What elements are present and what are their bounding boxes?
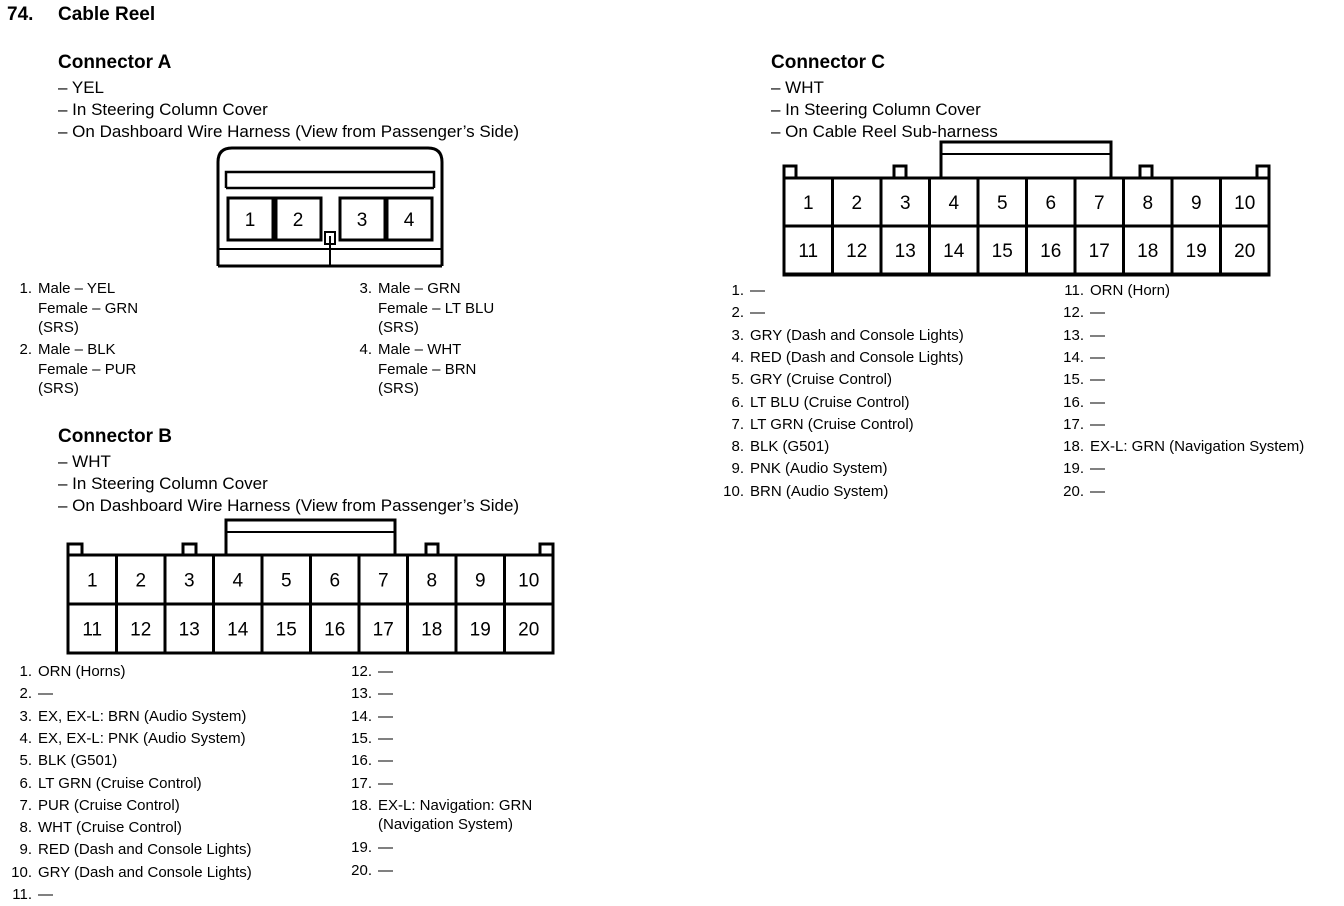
- pin-wire-description: ORN (Horn): [1090, 282, 1171, 299]
- pin-wire-description: —: [1090, 393, 1105, 411]
- pin-wire-description: —: [1090, 326, 1105, 344]
- pin-number: 12.: [1063, 304, 1084, 322]
- pin-wire-description: Male – BLK: [38, 341, 116, 358]
- connector-c-pin-row: [710, 282, 765, 299]
- pin-wire-description: —: [378, 685, 393, 703]
- connector-b-cavity-label: 12: [130, 619, 152, 641]
- connector-b-cavity-label: 17: [372, 619, 394, 641]
- pin-wire-description: BRN (Audio System): [750, 482, 889, 500]
- pin-number: 6.: [731, 393, 744, 411]
- pin-wire-description: —: [750, 282, 765, 299]
- connector-b-cavity-label: 5: [280, 570, 292, 592]
- pin-wire-description: BLK (G501): [750, 438, 830, 456]
- connector-a-title: Connector A: [58, 52, 172, 73]
- pin-number: 17.: [1063, 415, 1084, 433]
- pin-number: 9.: [19, 841, 32, 859]
- pin-wire-description: (SRS): [38, 319, 79, 336]
- pin-wire-description: —: [378, 729, 393, 747]
- connector-b-cavity-label: 14: [227, 619, 249, 641]
- pin-wire-description: (SRS): [378, 380, 419, 397]
- connector-c-cavity-label: 18: [1137, 241, 1159, 262]
- connector-c-title: Connector C: [771, 52, 885, 73]
- pin-number: 11.: [1064, 282, 1084, 299]
- connector-c-color: – WHT: [771, 78, 824, 97]
- pin-number: 2.: [731, 304, 744, 322]
- pin-wire-description: —: [1090, 371, 1105, 389]
- connector-c-cavity-label: 19: [1185, 241, 1207, 262]
- pin-wire-description: Male – GRN: [378, 280, 461, 297]
- connector-a-color: – YEL: [58, 78, 105, 97]
- pin-wire-description: GRY (Dash and Console Lights): [750, 326, 964, 344]
- pin-number: 12.: [351, 663, 372, 680]
- connector-c-cavity-label: 17: [1088, 241, 1110, 262]
- pin-wire-description: —: [38, 685, 53, 703]
- pin-wire-description: —: [378, 861, 393, 879]
- connector-c-cavity-label: 11: [798, 241, 819, 262]
- connector-c-cavity-label: 5: [996, 193, 1008, 214]
- connector-c-cavity-label: 9: [1190, 193, 1202, 214]
- pin-number: 1.: [19, 663, 32, 680]
- pin-number: 4.: [359, 341, 372, 358]
- pin-wire-description: —: [378, 707, 393, 725]
- connector-b-cavity-label: 1: [86, 570, 98, 592]
- connector-c-pin-row: [710, 460, 888, 478]
- connector-c-cavity-label: 13: [894, 241, 916, 262]
- connector-c-cavity-label: 3: [899, 193, 911, 214]
- connector-c-pin-row: [1050, 438, 1305, 456]
- connector-a-cavity-label: 3: [356, 210, 368, 231]
- pin-number: 20.: [1063, 482, 1084, 500]
- pin-wire-description: —: [750, 304, 765, 322]
- connector-c-cavity-label: 7: [1093, 193, 1105, 214]
- pin-wire-description: —: [378, 752, 393, 770]
- pin-number: 20.: [351, 861, 372, 879]
- connector-c-pin-row: [710, 482, 889, 500]
- connector-b-color: – WHT: [58, 452, 111, 471]
- pin-wire-description: PNK (Audio System): [750, 460, 888, 478]
- connector-b-cavity-label: 6: [329, 570, 341, 592]
- connector-b-cavity-label: 8: [426, 570, 438, 592]
- pin-number: 7.: [19, 796, 32, 814]
- pin-wire-description: ORN (Horns): [38, 663, 126, 680]
- pin-number: 3.: [19, 707, 32, 725]
- pin-number: 2.: [19, 341, 32, 358]
- pin-number: 6.: [19, 774, 32, 792]
- pin-number: 1.: [19, 280, 32, 297]
- pin-wire-description: LT GRN (Cruise Control): [38, 774, 202, 792]
- pin-wire-description: —: [378, 663, 393, 680]
- pin-number: 4.: [731, 348, 744, 366]
- pin-number: 5.: [19, 752, 32, 770]
- pin-wire-description: Female – BRN: [378, 360, 477, 378]
- pin-wire-description: —: [1090, 460, 1105, 478]
- pin-wire-description: —: [38, 886, 53, 903]
- connector-a-cavity-label: 1: [244, 210, 256, 231]
- pin-number: 1.: [731, 282, 744, 299]
- pin-wire-description: —: [1090, 415, 1105, 433]
- connector-c-pin-row: [1050, 393, 1105, 411]
- connector-b-cavity-label: 13: [178, 619, 200, 641]
- pin-wire-description: Female – LT BLU: [378, 299, 495, 317]
- connector-c-pin-row: [1050, 460, 1105, 478]
- pin-wire-description: Female – GRN: [38, 299, 139, 317]
- connector-b-cavity-label: 7: [377, 570, 389, 592]
- connector-b-cavity-label: 16: [324, 619, 346, 641]
- pin-wire-description: Male – WHT: [378, 341, 462, 358]
- section-number: 74.: [7, 4, 34, 25]
- pin-number: 19.: [351, 839, 372, 857]
- pin-number: 3.: [359, 280, 372, 297]
- pin-number: 10.: [723, 482, 744, 500]
- connector-a-cavity-label: 4: [403, 210, 415, 231]
- pin-wire-description: GRY (Cruise Control): [750, 371, 892, 389]
- connector-c-pin-row: [710, 415, 914, 433]
- pin-wire-description: RED (Dash and Console Lights): [38, 841, 252, 859]
- pin-wire-description: —: [1090, 304, 1105, 322]
- connector-c-pin-row: [710, 438, 830, 456]
- connector-c-cavity-label: 4: [948, 193, 960, 214]
- connector-a-location: – In Steering Column Cover: [58, 100, 268, 119]
- pin-wire-description: LT BLU (Cruise Control): [750, 393, 910, 411]
- pin-wire-description: Male – YEL: [38, 280, 116, 297]
- connector-c-pin-row: [1050, 348, 1105, 366]
- pin-number: 7.: [731, 415, 744, 433]
- connector-b-cavity-label: 10: [518, 570, 540, 592]
- pin-number: 9.: [731, 460, 744, 478]
- connector-c-cavity-label: 1: [802, 193, 814, 214]
- connector-a-cavity-label: 2: [292, 210, 304, 231]
- pin-wire-description: WHT (Cruise Control): [38, 819, 182, 837]
- connector-c-cavity-label: 16: [1040, 241, 1062, 262]
- connector-b-cavity-label: 19: [469, 619, 491, 641]
- pin-wire-description: —: [1090, 348, 1105, 366]
- connector-c-pin-row: [1050, 415, 1105, 433]
- pin-number: 15.: [351, 729, 372, 747]
- pin-number: 18.: [351, 796, 372, 814]
- connector-c-pin-row: [710, 393, 910, 411]
- pin-wire-description: Female – PUR: [38, 360, 137, 378]
- connector-b-cavity-label: 3: [183, 570, 195, 592]
- pin-number: 15.: [1063, 371, 1084, 389]
- pin-wire-description: —: [378, 839, 393, 857]
- pin-number: 17.: [351, 774, 372, 792]
- connector-c-pin-row: [1050, 304, 1105, 322]
- connector-c-cavity-label: 8: [1142, 193, 1154, 214]
- connector-c-cavity-label: 14: [943, 241, 965, 262]
- pin-number: 19.: [1063, 460, 1084, 478]
- pin-wire-description: (Navigation System): [378, 816, 514, 834]
- connector-c-cavity-label: 20: [1234, 241, 1256, 262]
- connector-c-pin-row: [1050, 282, 1171, 299]
- connector-c-cavity-label: 10: [1234, 193, 1256, 214]
- connector-b-cavity-label: 4: [232, 570, 244, 592]
- connector-c-pin-row: [710, 371, 892, 389]
- connector-c-cavity-label: 2: [851, 193, 863, 214]
- pin-wire-description: —: [1090, 482, 1105, 500]
- pin-wire-description: EX-L: Navigation: GRN: [378, 796, 533, 814]
- pin-number: 16.: [1063, 393, 1084, 411]
- pin-number: 13.: [1063, 326, 1084, 344]
- connector-c-pin-row: [710, 348, 964, 366]
- connector-b-cavity-label: 2: [135, 570, 147, 592]
- pin-wire-description: (SRS): [378, 319, 419, 336]
- pin-wire-description: PUR (Cruise Control): [38, 796, 180, 814]
- pin-wire-description: —: [378, 774, 393, 792]
- pin-number: 14.: [351, 707, 372, 725]
- pin-number: 5.: [731, 371, 744, 389]
- pin-number: 8.: [19, 819, 32, 837]
- pin-number: 8.: [731, 438, 744, 456]
- pin-wire-description: (SRS): [38, 380, 79, 397]
- connector-b-cavity-label: 9: [474, 570, 486, 592]
- pin-number: 2.: [19, 685, 32, 703]
- pin-wire-description: EX, EX-L: BRN (Audio System): [38, 707, 247, 725]
- connector-c-pin-row: [1050, 371, 1105, 389]
- connector-b-harness: – On Dashboard Wire Harness (View from Passenger’s Side): [58, 496, 520, 515]
- pin-wire-description: RED (Dash and Console Lights): [750, 348, 964, 366]
- connector-b-cavity-label: 18: [421, 619, 443, 641]
- connector-c-location: – In Steering Column Cover: [771, 100, 981, 119]
- connector-b-cavity-label: 15: [275, 619, 297, 641]
- connector-c-pin-row: [710, 326, 964, 344]
- pin-number: 16.: [351, 752, 372, 770]
- connector-c-cavity-label: 15: [991, 241, 1013, 262]
- connector-c-cavity-label: 6: [1045, 193, 1057, 214]
- pin-number: 10.: [11, 863, 32, 881]
- pin-wire-description: GRY (Dash and Console Lights): [38, 863, 252, 881]
- connector-b-title: Connector B: [58, 426, 172, 447]
- connector-b-cavity-label: 20: [518, 619, 540, 641]
- connector-c-cavity-label: 12: [846, 241, 868, 262]
- page-title: Cable Reel: [58, 4, 156, 25]
- pin-number: 4.: [19, 729, 32, 747]
- pin-number: 13.: [351, 685, 372, 703]
- connector-c-pin-row: [1050, 326, 1105, 344]
- connector-c-pin-row: [1050, 482, 1105, 500]
- pin-wire-description: EX, EX-L: PNK (Audio System): [38, 729, 246, 747]
- pin-wire-description: LT GRN (Cruise Control): [750, 415, 914, 433]
- connector-b-cavity-label: 11: [82, 619, 103, 641]
- connector-c-harness: – On Cable Reel Sub-harness: [771, 122, 998, 141]
- pin-number: 3.: [731, 326, 744, 344]
- connector-a-harness: – On Dashboard Wire Harness (View from Passenger’s Side): [58, 122, 520, 141]
- pin-number: 18.: [1063, 438, 1084, 456]
- pin-number: 11.: [12, 886, 32, 903]
- pin-wire-description: BLK (G501): [38, 752, 118, 770]
- connector-c-pin-row: [710, 304, 765, 322]
- pin-wire-description: EX-L: GRN (Navigation System): [1090, 438, 1305, 456]
- connector-b-location: – In Steering Column Cover: [58, 474, 268, 493]
- pin-number: 14.: [1063, 348, 1084, 366]
